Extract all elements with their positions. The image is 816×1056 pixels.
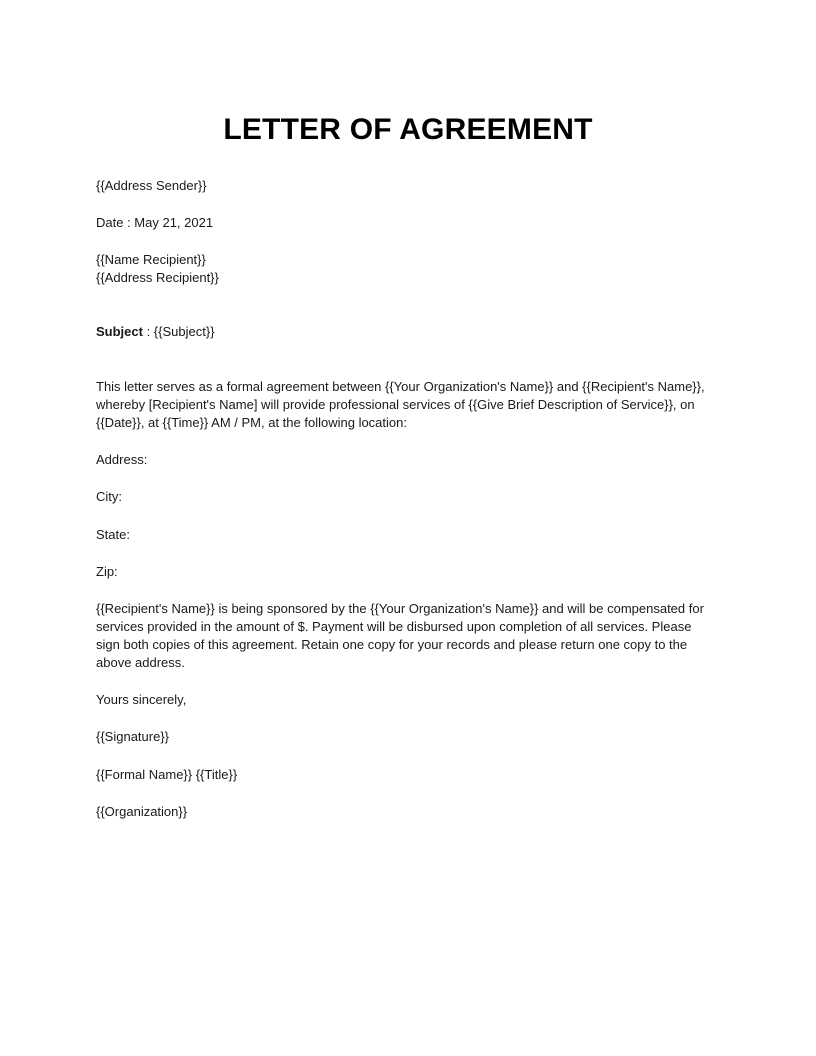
formal-name-title: {{Formal Name}} {{Title}} [96,767,238,782]
closing: Yours sincerely, [96,692,187,707]
body-paragraph-2-line: {{Recipient's Name}} is being sponsored by the {{Your Organization's Name}} and will be compensated for [96,601,704,616]
signature: {{Signature}} [96,729,170,744]
subject-label: Subject [96,324,143,339]
body-paragraph-1-line: {{Date}}, at {{Time}} AM / PM, at the following location: [96,415,407,430]
subject-line [96,323,215,341]
document-title: LETTER OF AGREEMENT [223,113,593,146]
city-label: City: [96,489,122,504]
address-label: Address: [96,452,148,467]
date-line: Date : May 21, 2021 [96,215,214,230]
body-paragraph-1-line: This letter serves as a formal agreement between {{Your Organization's Name}} and {{Recipient's Name}}, [96,379,705,394]
body-paragraph-2-line: sign both copies of this agreement. Retain one copy for your records and please return one copy to the [96,637,688,652]
body-paragraph-2-line: services provided in the amount of $. Payment will be disbursed upon completion of all services. Please [96,619,692,634]
body-paragraph-2-line: above address. [96,655,185,670]
body-paragraph-1-line: whereby [Recipient's Name] will provide professional services of {{Give Brief Description of Service}}, on [96,397,695,412]
organization: {{Organization}} [96,804,188,819]
name-recipient: {{Name Recipient}} [96,252,206,267]
zip-label: Zip: [96,564,118,579]
state-label: State: [96,527,130,542]
subject-value: : {{Subject}} [142,324,215,339]
address-sender: {{Address Sender}} [96,178,207,193]
address-recipient: {{Address Recipient}} [96,270,219,285]
